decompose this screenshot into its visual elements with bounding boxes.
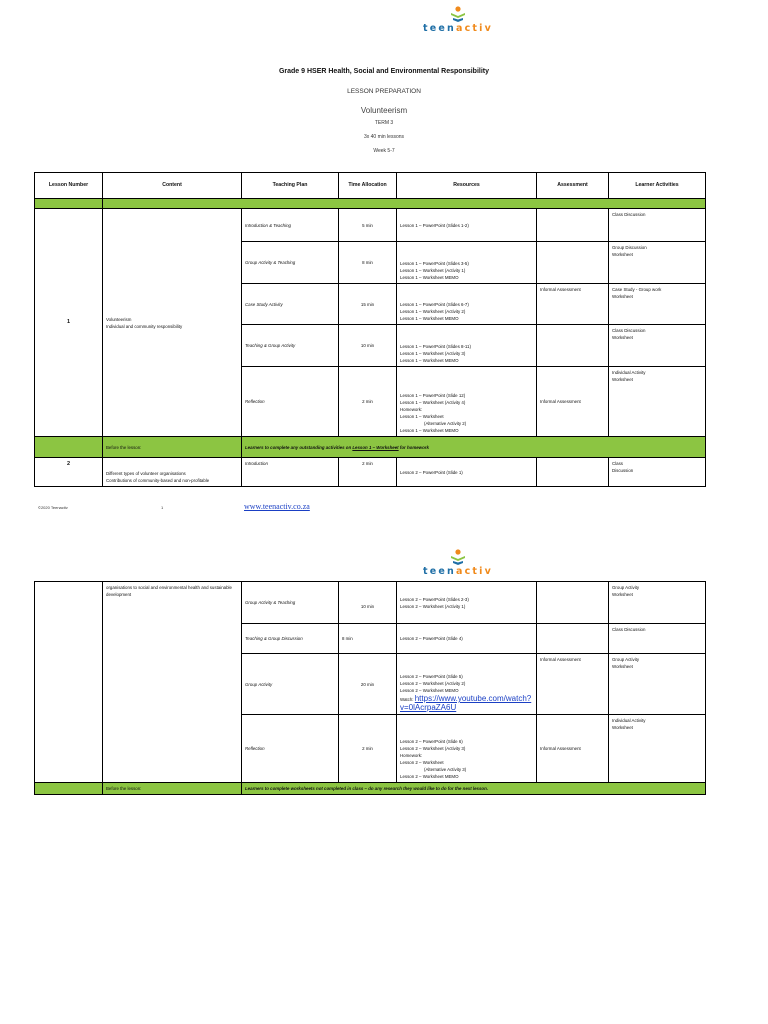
resources-cell [397,458,537,487]
activity-item: Group Activity [612,657,640,662]
activity-item: Group Discussion [612,245,647,250]
time-cell: 15 min [339,284,397,325]
resource-item: (Alternative Activity 2) [424,421,467,426]
week-label: Week 5-7 [373,148,395,154]
resource-item: Lesson 1 – Worksheet MEMO [400,316,459,321]
before-lesson-label: Before the lesson: [103,437,242,458]
green-spacer-row [35,199,706,209]
table-header-row [35,173,706,199]
teaching-plan-cell: Introduction & Teaching [242,209,339,242]
teaching-plan-cell: Introduction [242,458,339,487]
resource-item: Lesson 2 – PowerPoint (Slide 1) [400,469,463,475]
lessons-count: 3x 40 min lessons [363,134,405,140]
resource-item: Lesson 1 – Worksheet (Activity 1) [400,268,466,273]
teaching-plan-cell: Reflection [242,367,339,437]
time-cell: 10 min [339,582,397,624]
resource-item: Homework: [400,753,423,758]
resource-item: Lesson 1 – Worksheet [400,414,444,419]
resources-cell [397,715,537,783]
time-cell: 2 min [339,458,397,487]
time-cell: 8 min [339,624,397,654]
activity-item: Class [612,461,623,466]
activity-item: Class Discussion [612,627,646,632]
watch-line: Watch: https://www.youtube.com/watch?v=0lAcrpaZA6U [400,694,532,712]
logo-text-teen: teen [422,566,456,577]
teaching-plan-cell: Teaching & Group Discussion [242,624,339,654]
resource-item: Lesson 1 – PowerPoint (Slides 3-5) [400,261,469,266]
resource-item: Lesson 2 – Worksheet (Activity 2) [400,681,466,686]
topic-title: Volunteerism [360,106,408,115]
assessment-cell: Informal Assessment [537,654,609,715]
activities-cell [609,367,706,437]
before-lesson-text: Learners to complete any outstanding activities on Lesson 1 – Worksheet for homework [242,437,706,458]
col-header-resources: Resources [397,173,537,199]
before-lesson-label: Before the lesson: [103,783,242,795]
lesson-plan-table-page-1 [34,172,706,487]
resource-item: Lesson 2 – PowerPoint (Slide 6) [400,739,463,744]
before-lesson-row [35,437,706,458]
lesson-plan-table-page-2 [34,581,706,795]
teaching-plan-cell: Group Activity & Teaching [242,582,339,624]
col-header-content: Content [103,173,242,199]
resource-item: (Alternative Activity 3) [424,767,467,772]
resource-item: Lesson 1 – Worksheet (Activity 2) [400,309,466,314]
teaching-plan-cell: Case Study Activity [242,284,339,325]
lesson-number-1: 1 [35,209,103,437]
resource-item: Lesson 2 – Worksheet [400,760,444,765]
lesson2-content-continued [103,582,242,783]
activity-item: Class Discussion [612,328,646,333]
resources-cell [397,242,537,284]
worksheet-reference: Lesson 1 – Worksheet [352,444,399,450]
content-line: Contributions of community-based and non-profitable [106,478,210,483]
resource-item: Lesson 2 – Worksheet MEMO [400,774,459,779]
assessment-cell [537,209,609,242]
document-title: Grade 9 HSER Health, Social and Environmental Responsibility [278,68,490,75]
table-row [35,582,706,624]
activity-item: Worksheet [612,252,633,257]
resource-item: Lesson 2 – Worksheet (Activity 3) [400,746,466,751]
lesson1-content [103,209,242,437]
activities-cell [609,715,706,783]
logo-text-activ: activ [455,566,494,577]
activity-item: Individual Activity [612,718,646,723]
resources-cell [397,209,537,242]
activities-cell [609,284,706,325]
term-label: TERM 3 [374,120,394,126]
resource-item: Lesson 1 – Worksheet (Activity 3) [400,351,466,356]
time-cell: 5 min [339,209,397,242]
table-row [35,458,706,487]
resource-item: Lesson 2 – Worksheet MEMO [400,688,459,693]
teenactiv-figure-icon [449,6,467,24]
resource-item: Lesson 2 – PowerPoint (Slide 5) [400,674,463,679]
assessment-cell [537,458,609,487]
teenactiv-logo [410,6,506,36]
activities-cell [609,209,706,242]
resources-cell [397,624,537,654]
resource-item: Lesson 2 – PowerPoint (Slides 2-3) [400,596,469,602]
resources-cell [397,325,537,367]
logo-text-teen: teen [422,23,456,34]
content-line: Different types of volunteer organisations [106,471,186,476]
activity-item: Discussion [612,468,634,473]
col-header-learner-activities: Learner Activities [609,173,706,199]
resource-item: Lesson 1 – Worksheet MEMO [400,428,459,433]
content-line: Individual and community responsibility [106,323,183,329]
activity-item: Worksheet [612,664,633,669]
teenactiv-figure-icon [449,549,467,567]
resource-item: Homework: [400,407,423,412]
resources-cell [397,367,537,437]
activity-item: Worksheet [612,592,633,597]
time-cell: 2 min [339,715,397,783]
before-lesson-row [35,783,706,795]
resource-item: Lesson 1 – PowerPoint (Slides 1-2) [400,222,469,228]
activity-item: Class Discussion [612,212,646,217]
activity-item: Worksheet [612,377,633,382]
resources-cell [397,654,537,715]
page-number: 1 [161,505,164,510]
assessment-cell [537,624,609,654]
assessment-cell: Informal Assessment [537,284,609,325]
teaching-plan-cell: Reflection [242,715,339,783]
time-cell: 20 min [339,654,397,715]
resources-cell [397,582,537,624]
teaching-plan-cell: Group Activity & Teaching [242,242,339,284]
lesson-number-cell [35,582,103,783]
resources-cell [397,284,537,325]
resource-item: Lesson 1 – Worksheet (Activity 4) [400,400,466,405]
col-header-teaching-plan: Teaching Plan [242,173,339,199]
activities-cell [609,624,706,654]
activity-item: Worksheet [612,725,633,730]
teaching-plan-cell: Group Activity [242,654,339,715]
document-subtitle: LESSON PREPARATION [347,88,421,95]
activities-cell [609,654,706,715]
activities-cell [609,242,706,284]
resource-item: Lesson 2 – PowerPoint (Slide 4) [400,636,463,641]
table-row [35,209,706,242]
assessment-cell: Informal Assessment [537,367,609,437]
activities-cell [609,582,706,624]
activities-cell [609,458,706,487]
content-line: development [106,592,132,597]
activity-item: Worksheet [612,294,633,299]
assessment-cell: Informal Assessment [537,715,609,783]
resource-item: Lesson 1 – PowerPoint (Slide 12) [400,393,466,398]
activity-item: Worksheet [612,335,633,340]
resource-item: Lesson 1 – Worksheet MEMO [400,358,459,363]
col-header-assessment: Assessment [537,173,609,199]
lesson2-content [103,458,242,487]
time-cell: 8 min [339,242,397,284]
copyright-text: ©2020 Teenactiv [38,505,68,510]
time-cell: 2 min [339,367,397,437]
lesson-number-2: 2 [35,458,103,487]
activity-item: Group Activity [612,585,640,590]
youtube-video-link[interactable]: https://www.youtube.com/watch?v=0lAcrpaZA6U [400,694,532,712]
resource-item: Lesson 1 – PowerPoint (Slides 6-7) [400,302,469,307]
website-link[interactable]: www.teenactiv.co.za [244,502,310,511]
resource-item: Lesson 1 – Worksheet MEMO [400,275,459,280]
activity-item: Individual Activity [612,370,646,375]
content-line: organisations to social and environmental health and sustainable [106,585,232,590]
logo-text-activ: activ [455,23,494,34]
assessment-cell [537,325,609,367]
col-header-lesson-number: Lesson Number [35,173,103,199]
resource-item: Lesson 1 – PowerPoint (Slides 8-11) [400,344,471,349]
assessment-cell [537,242,609,284]
before-lesson-text: Learners to complete worksheets not completed in class – do any research they would like to do for the next lesson. [242,783,706,795]
activities-cell [609,325,706,367]
teenactiv-logo-page-2 [410,549,506,579]
content-line: Volunteerism [106,316,132,322]
resource-item: Lesson 2 – Worksheet (Activity 1) [400,603,466,609]
assessment-cell [537,582,609,624]
activity-item: Case Study - Group work [612,287,662,292]
col-header-time-allocation: Time Allocation [339,173,397,199]
teaching-plan-cell: Teaching & Group Activity [242,325,339,367]
time-cell: 10 min [339,325,397,367]
